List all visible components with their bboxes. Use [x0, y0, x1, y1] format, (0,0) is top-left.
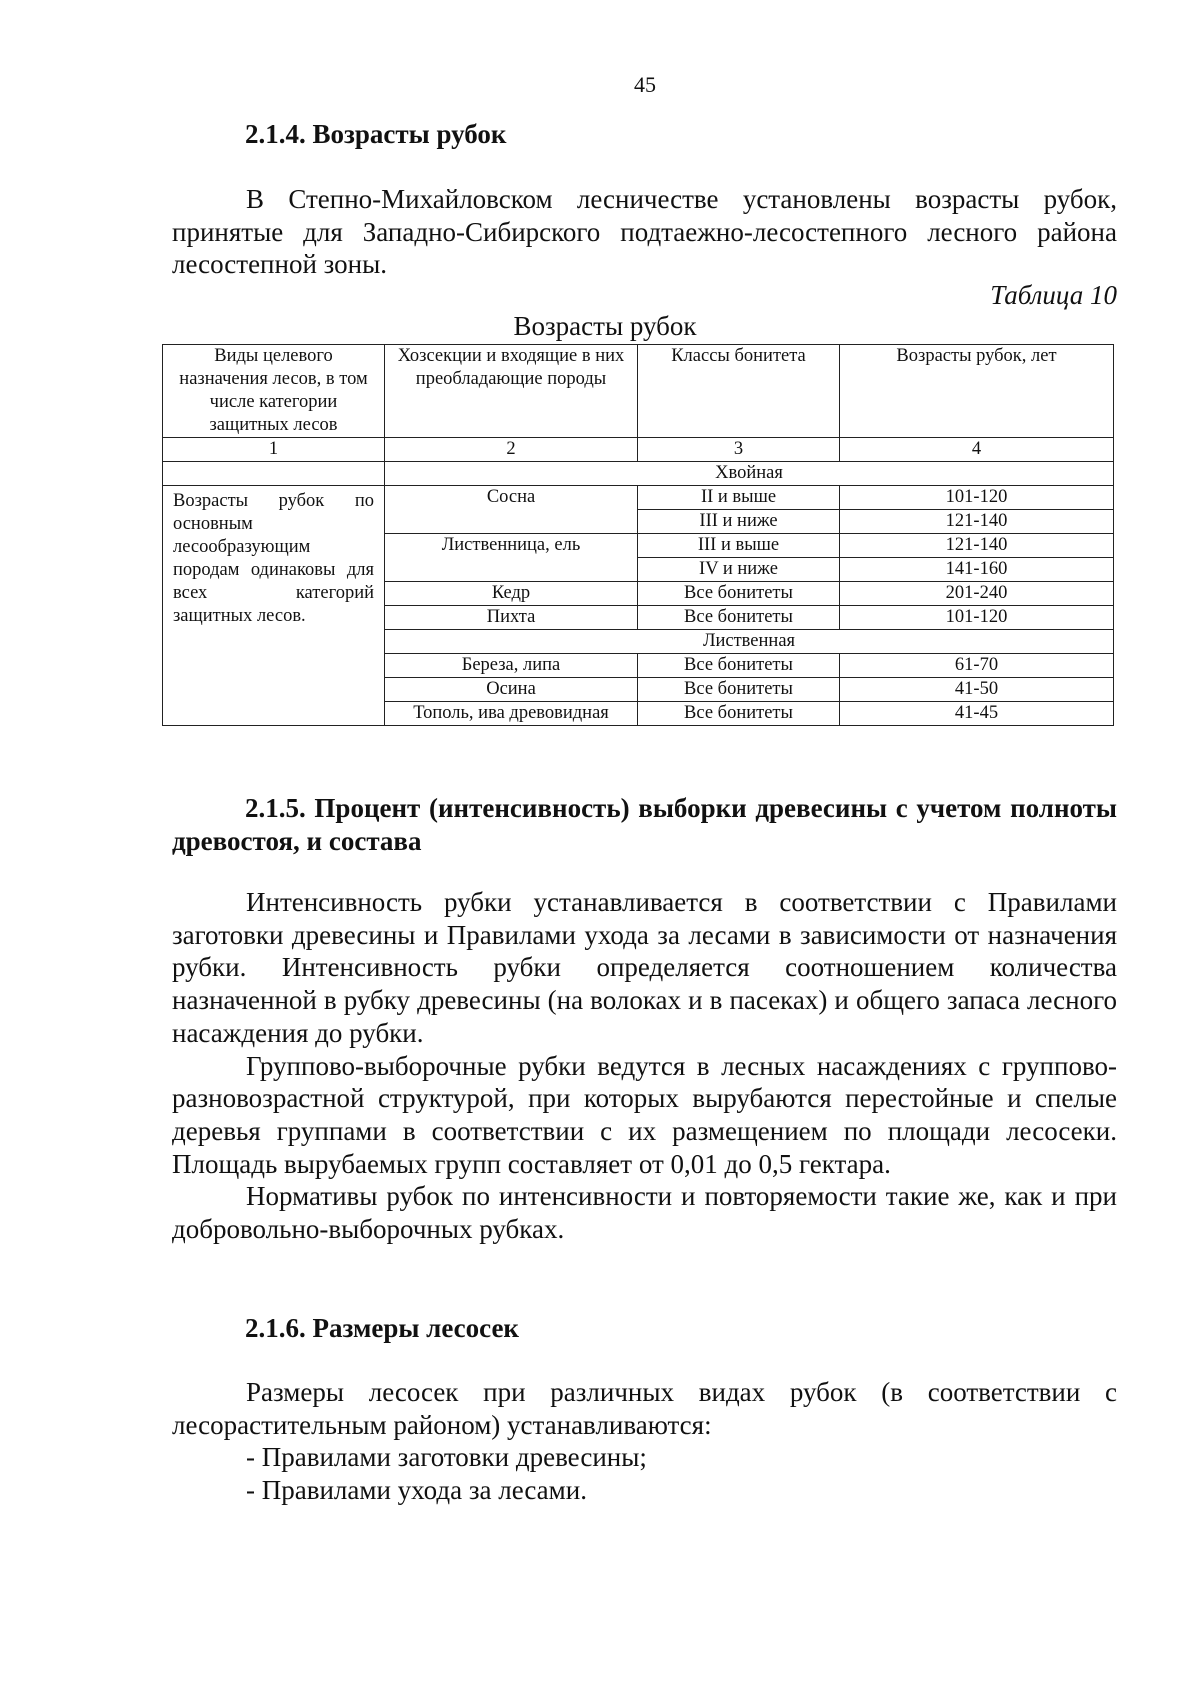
species-cell: Кедр	[385, 582, 638, 606]
empty-cell	[163, 462, 385, 486]
table-header-row	[163, 345, 1114, 438]
class-cell: Все бонитеты	[638, 582, 840, 606]
section-2-1-4-paragraph: В Степно-Михайловском лесничестве установлены возрасты рубок, принятые для Западно-Сибирского подтаежно-лесостепного лесного района лесостепной зоны.	[172, 184, 1117, 280]
header-age: Возрасты рубок, лет	[840, 345, 1114, 438]
section-heading-2-1-4: 2.1.4. Возрасты рубок	[245, 119, 507, 149]
age-cell: 101-120	[840, 606, 1114, 630]
age-cell: 41-50	[840, 678, 1114, 702]
header-class: Классы бонитета	[638, 345, 840, 438]
header-purpose: Виды целевого назначения лесов, в том числе категории защитных лесов	[163, 345, 385, 438]
column-number: 4	[840, 438, 1114, 462]
age-cell: 121-140	[840, 534, 1114, 558]
class-cell: II и выше	[638, 486, 840, 510]
age-cell: 121-140	[840, 510, 1114, 534]
class-cell: Все бонитеты	[638, 678, 840, 702]
header-species: Хозсекции и входящие в них преобладающие породы	[385, 345, 638, 438]
group-label-conifer: Хвойная	[385, 462, 1114, 486]
cutting-ages-table	[162, 344, 1114, 726]
column-number: 3	[638, 438, 840, 462]
column-number: 2	[385, 438, 638, 462]
regulations-list	[172, 1441, 1117, 1506]
section-2-1-5-paragraph: Группово-выборочные рубки ведутся в лесных насаждениях с группово-разновозрастной структурой, при которых вырубаются перестойные и спелые деревья группами в соответствии с их размещением по площади лесосеки. Площадь вырубаемых групп составляет от 0,01 до 0,5 гектара.	[172, 1050, 1117, 1179]
species-cell: Береза, липа	[385, 654, 638, 678]
section-2-1-5-body	[172, 886, 1117, 1246]
section-2-1-5-paragraph: Нормативы рубок по интенсивности и повторяемости такие же, как и при добровольно-выборочных рубках.	[172, 1181, 1117, 1245]
species-cell: Сосна	[385, 486, 638, 534]
species-cell: Пихта	[385, 606, 638, 630]
table-title: Возрасты рубок	[513, 311, 697, 341]
age-cell: 201-240	[840, 582, 1114, 606]
group-label-deciduous: Лиственная	[385, 630, 1114, 654]
species-cell: Осина	[385, 678, 638, 702]
section-heading-2-1-5: 2.1.5. Процент (интенсивность) выборки древесины с учетом полноты древостоя, и состава	[172, 793, 1117, 856]
class-cell: IV и ниже	[638, 558, 840, 582]
age-cell: 41-45	[840, 702, 1114, 726]
class-cell: III и ниже	[638, 510, 840, 534]
table-row	[163, 486, 1114, 510]
class-cell: Все бонитеты	[638, 606, 840, 630]
species-cell: Лиственница, ель	[385, 534, 638, 582]
age-cell: 61-70	[840, 654, 1114, 678]
section-2-1-6-paragraph: Размеры лесосек при различных видах рубок (в соответствии с лесорастительным районом) устанавливаются:	[172, 1377, 1117, 1440]
class-cell: III и выше	[638, 534, 840, 558]
column-number-row	[163, 438, 1114, 462]
section-heading-2-1-6: 2.1.6. Размеры лесосек	[245, 1313, 519, 1343]
class-cell: Все бонитеты	[638, 702, 840, 726]
section-2-1-5-paragraph: Интенсивность рубки устанавливается в соответствии с Правилами заготовки древесины и Правилами ухода за лесами в зависимости от назначения рубки. Интенсивность рубки определяется соотношением количества назначенной в рубку древесины (на волоках и в пасеках) и общего запаса лесного насаждения до рубки.	[172, 887, 1117, 1048]
column-number: 1	[163, 438, 385, 462]
group-row-conifer	[163, 462, 1114, 486]
class-cell: Все бонитеты	[638, 654, 840, 678]
page-number: 45	[634, 72, 656, 97]
age-cell: 141-160	[840, 558, 1114, 582]
age-cell: 101-120	[840, 486, 1114, 510]
section-2-1-6-body	[172, 1376, 1117, 1507]
list-item: - Правилами заготовки древесины;	[246, 1442, 647, 1473]
list-item: - Правилами ухода за лесами.	[246, 1475, 587, 1506]
table-caption: Таблица 10	[990, 280, 1117, 310]
purpose-cell: Возрасты рубок по основным лесообразующим породам одинаковы для всех категорий защитных лесов.	[163, 486, 385, 726]
species-cell: Тополь, ива древовидная	[385, 702, 638, 726]
